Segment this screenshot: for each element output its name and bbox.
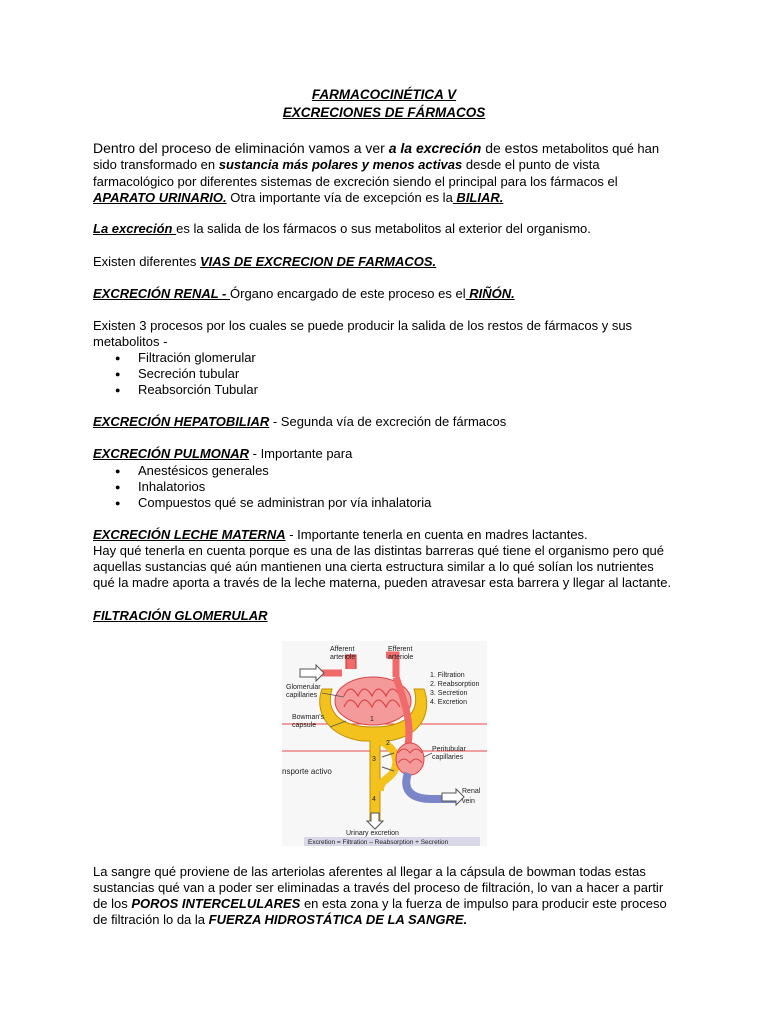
processes-line-2: metabolitos -: [93, 334, 168, 349]
peritubular-label-1: Peritubular: [432, 746, 466, 753]
step-3-label: 3. Secretion: [430, 690, 468, 697]
afferent-label-1: Afferent: [330, 646, 355, 653]
step-1-label: 1. Filtration: [430, 672, 465, 679]
list-item: ● Filtración glomerular: [115, 350, 256, 365]
closing-line-2: sustancias qué van a poder ser eliminadas a través del proceso de filtración, lo van a hacer a partir: [93, 880, 664, 895]
glomerular-label-1: Glomerular: [286, 684, 321, 691]
urinary-excretion-label: Urinary excretion: [346, 830, 399, 837]
vias-line: Existen diferentes VIAS DE EXCRECION DE FARMACOS.: [93, 254, 437, 269]
afferent-label-2: arteriole: [330, 654, 356, 661]
marker-3: 3: [372, 756, 376, 763]
nephron-figure: [282, 641, 487, 846]
renal-line: EXCRECIÓN RENAL - Órgano encargado de este proceso es el RIÑÓN.: [93, 286, 515, 301]
peritubular-capillaries-shape: [396, 743, 424, 775]
intro-line-3: farmacológico por diferentes sistemas de excreción siendo el principal para los fármacos el: [93, 174, 618, 189]
marker-2: 2: [386, 740, 390, 747]
glomerular-label-2: capillaries: [286, 692, 318, 699]
list-item: ● Anestésicos generales: [115, 463, 269, 478]
closing-line-3: de los POROS INTERCELULARES en esta zona y la fuerza de impulso para producir este proceso: [93, 896, 667, 911]
marker-1: 1: [370, 716, 374, 723]
bowman-label-1: Bowman's: [292, 714, 325, 721]
list-item: ● Reabsorción Tubular: [115, 382, 258, 397]
hepatobiliar-line: EXCRECIÓN HEPATOBILIAR - Segunda vía de excreción de fármacos: [93, 414, 507, 429]
transporte-label: nsporte activo: [282, 767, 332, 776]
list-item: ● Secreción tubular: [115, 366, 240, 381]
closing-line-1: La sangre qué proviene de las arteriolas aferentes al llegar a la cápsula de bowman todas estas: [93, 864, 646, 879]
nephron-diagram: [282, 641, 487, 846]
leche-line-2: Hay qué tenerla en cuenta porque es una de las distintas barreras qué tiene el organismo pero qué: [93, 543, 664, 558]
intro-line-4: APARATO URINARIO. Otra importante vía de excepción es la BILIAR.: [93, 190, 504, 205]
excretion-definition: La excreción es la salida de los fármacos o sus metabolitos al exterior del organismo.: [93, 221, 591, 236]
peritubular-label-2: capillaries: [432, 754, 464, 761]
document-subtitle: EXCRECIONES DE FÁRMACOS: [282, 105, 486, 120]
leche-line-4: qué la madre aporta a través de la leche materna, pueden atravesar esta barrera y llegar al lactante.: [93, 575, 672, 590]
list-item: ● Inhalatorios: [115, 479, 206, 494]
renal-vein-label-2: vein: [462, 798, 475, 805]
efferent-label-2: arteriole: [388, 654, 414, 661]
step-2-label: 2. Reabsorption: [430, 681, 480, 688]
intro-line-2: sido transformado en sustancia más polares y menos activas desde el punto de vista: [93, 157, 600, 172]
list-item: ● Compuestos qué se administran por vía inhalatoria: [115, 495, 432, 510]
filtracion-heading: FILTRACIÓN GLOMERULAR: [93, 608, 268, 623]
intro-line-1: Dentro del proceso de eliminación vamos a ver a la excreción de estos metabolitos qué han: [93, 140, 660, 156]
efferent-label-1: Efferent: [388, 646, 413, 653]
pulmonar-line: EXCRECIÓN PULMONAR - Importante para: [93, 446, 353, 461]
marker-4: 4: [372, 796, 376, 803]
equation-label: Excretion = Filtration – Reabsorption + Secretion: [308, 839, 449, 846]
leche-line: EXCRECIÓN LECHE MATERNA - Importante tenerla en cuenta en madres lactantes.: [93, 527, 588, 542]
step-4-label: 4. Excretion: [430, 699, 467, 706]
processes-line-1: Existen 3 procesos por los cuales se puede producir la salida de los restos de fármacos y sus: [93, 318, 633, 333]
renal-vein-label-1: Renal: [462, 788, 481, 795]
closing-line-4: de filtración lo da la FUERZA HIDROSTÁTICA DE LA SANGRE.: [93, 912, 468, 927]
document-title: FARMACOCINÉTICA V: [311, 87, 457, 102]
leche-line-3: aquellas sustancias qué aún mantienen una cierta estructura similar a lo qué solían los nutrientes: [93, 559, 654, 574]
bowman-label-2: capsule: [292, 722, 317, 729]
